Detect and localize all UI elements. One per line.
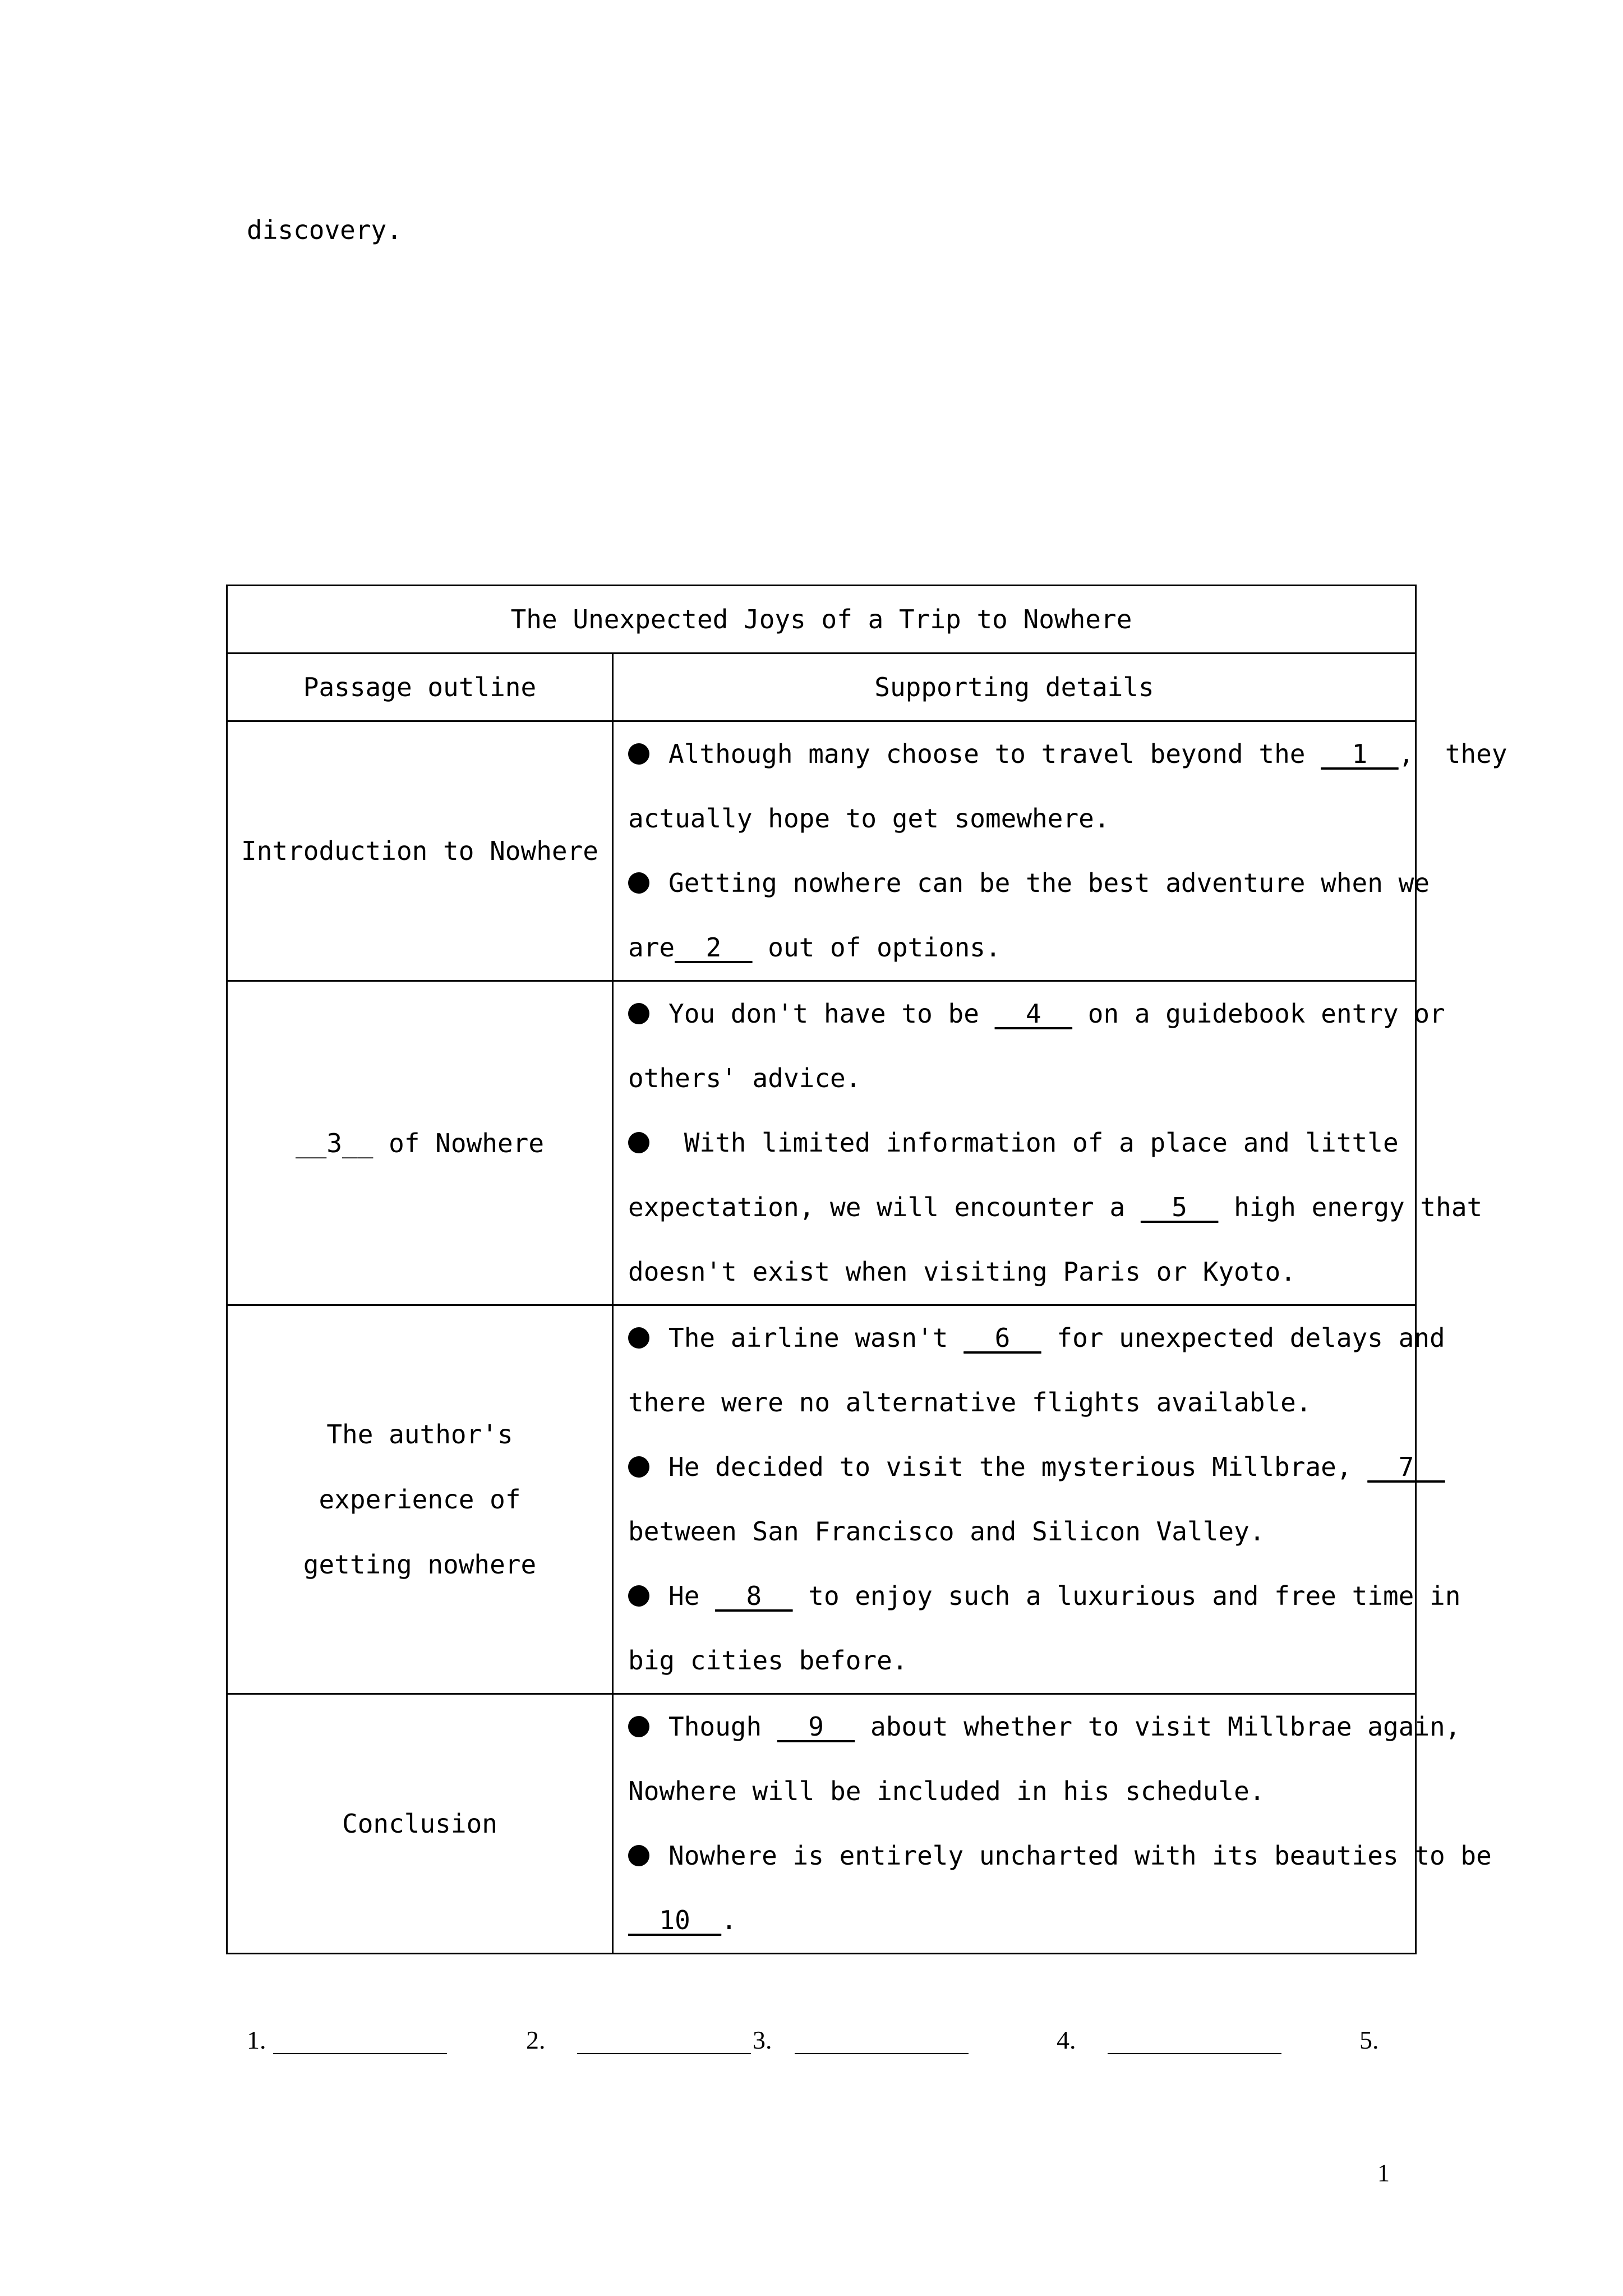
detail-line [628, 1499, 1424, 1564]
detail-text: . [721, 1905, 737, 1935]
detail-text: He [668, 1581, 716, 1611]
detail-text: He decided to visit the mysterious Millbrae, [668, 1452, 1368, 1482]
detail-text: Nowhere will be included in his schedule. [628, 1776, 1265, 1806]
detail-line [628, 1370, 1424, 1435]
header-supporting-details: Supporting details [613, 654, 1416, 721]
outline-text: Conclusion [342, 1809, 497, 1839]
detail-text: are [628, 932, 675, 963]
bullet-icon [628, 1003, 649, 1024]
fill-in-blank[interactable]: __6__ [963, 1323, 1041, 1353]
detail-line [628, 1564, 1461, 1628]
answer-underline [1108, 2053, 1281, 2054]
outline-row [227, 721, 1416, 981]
bullet-icon [628, 1456, 649, 1478]
fill-in-blank[interactable]: __9__ [777, 1711, 855, 1742]
outline-row [227, 981, 1416, 1305]
details-cell [613, 981, 1483, 1305]
bullet-icon [628, 1327, 649, 1349]
detail-line [628, 722, 1507, 786]
detail-text: big cities before. [628, 1645, 908, 1676]
details-cell [613, 1305, 1461, 1694]
answer-label: 1. [247, 2026, 266, 2054]
detail-text: to enjoy such a luxurious and free time in [792, 1581, 1461, 1611]
detail-text: expectation, we will encounter a [628, 1192, 1141, 1222]
answer-blank-1[interactable] [247, 2025, 447, 2055]
detail-line [628, 982, 1445, 1046]
detail-line [628, 1175, 1483, 1240]
table-title-row [227, 586, 1416, 654]
bullet-icon [628, 1716, 649, 1737]
detail-text: doesn't exist when visiting Paris or Kyoto. [628, 1257, 1296, 1287]
detail-text: about whether to visit Millbrae again, [855, 1711, 1461, 1742]
bullet-icon [628, 1132, 649, 1153]
detail-line [628, 851, 1430, 915]
detail-text: high energy that [1218, 1192, 1483, 1222]
answer-label: 2. [526, 2026, 546, 2054]
detail-text: others' advice. [628, 1063, 861, 1093]
outline-cell [227, 721, 613, 981]
answer-blank-4[interactable] [1057, 2025, 1281, 2055]
page-number: 1 [1377, 2159, 1390, 2187]
answer-blank-3[interactable] [753, 2025, 969, 2055]
detail-text: Though [668, 1711, 777, 1742]
bullet-icon [628, 1585, 649, 1607]
detail-text: Although many choose to travel beyond the [668, 739, 1321, 769]
detail-line [628, 1824, 1492, 1888]
details-cell [613, 721, 1507, 981]
detail-line [628, 1046, 1424, 1111]
answer-label: 4. [1057, 2026, 1076, 2054]
details-cell [613, 1694, 1492, 1954]
passage-outline-table [226, 585, 1507, 1954]
answer-underline [577, 2053, 751, 2054]
outline-cell [227, 1305, 613, 1694]
detail-text: With limited information of a place and little [668, 1128, 1399, 1158]
detail-line [628, 1306, 1445, 1370]
outline-row [227, 1305, 1416, 1694]
detail-text: You don't have to be [668, 999, 995, 1029]
outline-text: The author's [326, 1419, 513, 1450]
answer-label: 3. [753, 2026, 772, 2054]
detail-line [628, 1888, 1424, 1953]
detail-line [628, 1240, 1424, 1304]
answer-underline [795, 2053, 969, 2054]
bullet-icon [628, 743, 649, 765]
detail-text: out of options. [752, 932, 1001, 963]
fill-in-blank[interactable]: __5__ [1140, 1192, 1219, 1222]
detail-line [628, 915, 1424, 980]
preceding-text-fragment: discovery. [247, 215, 402, 245]
detail-text: actually hope to get somewhere. [628, 803, 1110, 834]
answer-underline [273, 2053, 447, 2054]
detail-text: for unexpected delays and [1041, 1323, 1445, 1353]
fill-in-blank[interactable]: __2__ [675, 932, 753, 963]
outline-row [227, 1694, 1416, 1954]
detail-text: , they [1398, 739, 1507, 769]
bullet-icon [628, 1845, 649, 1866]
fill-in-blank[interactable]: __4__ [994, 999, 1073, 1029]
outline-cell [227, 981, 613, 1305]
fill-in-blank[interactable]: __8__ [715, 1581, 793, 1611]
outline-text: getting nowhere [303, 1549, 537, 1580]
detail-text: Nowhere is entirely uncharted with its beauties to be [668, 1841, 1492, 1871]
bullet-icon [628, 872, 649, 894]
fill-in-blank[interactable]: __1__ [1321, 739, 1399, 769]
detail-text: The airline wasn't [668, 1323, 964, 1353]
detail-text: on a guidebook entry or [1072, 999, 1445, 1029]
detail-line [628, 1435, 1445, 1499]
header-passage-outline: Passage outline [227, 654, 613, 721]
table-header-row [227, 654, 1416, 721]
outline-text: experience of [319, 1484, 521, 1515]
table-title: The Unexpected Joys of a Trip to Nowhere [227, 586, 1416, 654]
detail-line [628, 1759, 1424, 1824]
detail-line [628, 1695, 1461, 1759]
detail-text: there were no alternative flights available. [628, 1387, 1312, 1418]
fill-in-blank[interactable]: __10__ [628, 1905, 722, 1935]
detail-line [628, 786, 1424, 851]
detail-text: between San Francisco and Silicon Valley. [628, 1516, 1265, 1547]
outline-text: __3__ of Nowhere [295, 1128, 545, 1158]
answer-blank-5[interactable] [1359, 2025, 1379, 2055]
detail-line [628, 1111, 1424, 1175]
detail-line [628, 1628, 1424, 1693]
answer-label: 5. [1359, 2026, 1379, 2054]
outline-text: Introduction to Nowhere [241, 836, 598, 866]
fill-in-blank[interactable]: __7__ [1367, 1452, 1445, 1482]
answer-blank-2[interactable] [526, 2025, 751, 2055]
outline-cell [227, 1694, 613, 1954]
detail-text: Getting nowhere can be the best adventure when we [668, 868, 1430, 898]
